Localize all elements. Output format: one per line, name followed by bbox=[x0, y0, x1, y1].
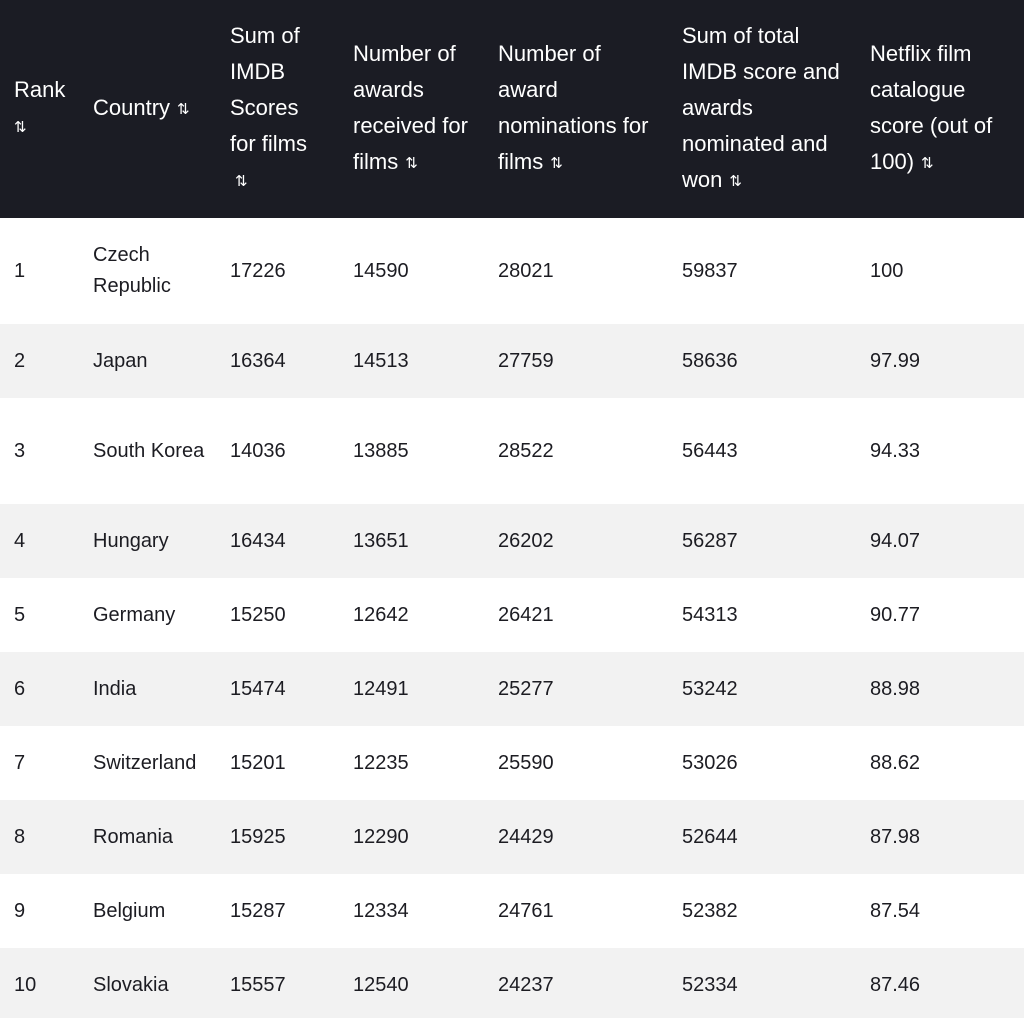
rank-cell: 1 bbox=[14, 259, 26, 282]
awards-cell: 12290 bbox=[353, 825, 409, 848]
nominations-cell: 27759 bbox=[498, 349, 554, 372]
awards-cell: 12334 bbox=[353, 899, 409, 922]
column-header-rank[interactable] bbox=[0, 0, 78, 218]
column-header-award-nominations[interactable] bbox=[482, 0, 666, 218]
column-header-catalogue-score[interactable] bbox=[854, 0, 1024, 218]
column-header-country[interactable] bbox=[78, 0, 215, 218]
column-header-label: Country bbox=[93, 95, 171, 120]
nominations-cell: 24761 bbox=[498, 899, 554, 922]
rank-cell: 5 bbox=[14, 603, 26, 626]
country-cell: South Korea bbox=[93, 439, 205, 462]
table-row bbox=[0, 398, 1024, 504]
table-row bbox=[0, 504, 1024, 578]
table-header bbox=[0, 0, 1024, 218]
nominations-cell: 28021 bbox=[498, 259, 554, 282]
column-header-imdb-scores[interactable] bbox=[215, 0, 338, 218]
imdb-score-cell: 15474 bbox=[230, 677, 286, 700]
table-row bbox=[0, 578, 1024, 652]
total-cell: 52382 bbox=[682, 899, 738, 922]
column-header-label: Rank bbox=[14, 77, 66, 102]
imdb-score-cell: 16434 bbox=[230, 529, 286, 552]
catalogue-score-cell: 88.62 bbox=[870, 751, 921, 774]
rank-cell: 10 bbox=[14, 973, 37, 996]
catalogue-score-cell: 97.99 bbox=[870, 349, 921, 372]
table-row bbox=[0, 324, 1024, 398]
imdb-score-cell: 17226 bbox=[230, 259, 286, 282]
sort-arrows-icon[interactable]: ⇅ bbox=[550, 155, 563, 172]
nominations-cell: 24237 bbox=[498, 973, 554, 996]
total-cell: 52334 bbox=[682, 973, 738, 996]
column-header-label: Number of award nominations for films bbox=[498, 41, 649, 174]
awards-cell: 13651 bbox=[353, 529, 409, 552]
rank-cell: 3 bbox=[14, 439, 26, 462]
rank-cell: 2 bbox=[14, 349, 26, 372]
imdb-score-cell: 15925 bbox=[230, 825, 286, 848]
column-header-label: Number of awards received for films bbox=[353, 41, 468, 174]
catalogue-score-cell: 88.98 bbox=[870, 677, 921, 700]
imdb-score-cell: 14036 bbox=[230, 439, 286, 462]
country-cell: Slovakia bbox=[93, 973, 169, 996]
sort-arrows-icon[interactable]: ⇅ bbox=[921, 155, 934, 172]
nominations-cell: 25590 bbox=[498, 751, 554, 774]
column-header-label: Sum of total IMDB score and awards nominated and won bbox=[682, 23, 840, 192]
imdb-score-cell: 15287 bbox=[230, 899, 286, 922]
catalogue-score-cell: 87.46 bbox=[870, 973, 921, 996]
total-cell: 58636 bbox=[682, 349, 738, 372]
catalogue-score-cell: 90.77 bbox=[870, 603, 921, 626]
country-cell: Romania bbox=[93, 825, 174, 848]
country-cell: Czech Republic bbox=[93, 244, 171, 297]
awards-cell: 12235 bbox=[353, 751, 409, 774]
total-cell: 56287 bbox=[682, 529, 738, 552]
imdb-score-cell: 15201 bbox=[230, 751, 286, 774]
column-header-label: Sum of IMDB Scores for films bbox=[230, 23, 307, 156]
rank-cell: 6 bbox=[14, 677, 26, 700]
table-row bbox=[0, 652, 1024, 726]
header-row bbox=[0, 0, 1024, 218]
table-row bbox=[0, 726, 1024, 800]
total-cell: 53242 bbox=[682, 677, 738, 700]
awards-cell: 14590 bbox=[353, 259, 409, 282]
total-cell: 54313 bbox=[682, 603, 738, 626]
table-row bbox=[0, 948, 1024, 1018]
table-body bbox=[0, 218, 1024, 1018]
nominations-cell: 24429 bbox=[498, 825, 554, 848]
catalogue-score-cell: 94.33 bbox=[870, 439, 921, 462]
imdb-score-cell: 15250 bbox=[230, 603, 286, 626]
total-cell: 53026 bbox=[682, 751, 738, 774]
catalogue-score-cell: 87.98 bbox=[870, 825, 921, 848]
rank-cell: 7 bbox=[14, 751, 26, 774]
table-row bbox=[0, 218, 1024, 324]
imdb-score-cell: 16364 bbox=[230, 349, 286, 372]
rank-cell: 8 bbox=[14, 825, 26, 848]
total-cell: 56443 bbox=[682, 439, 738, 462]
awards-cell: 13885 bbox=[353, 439, 409, 462]
sort-arrows-icon[interactable]: ⇅ bbox=[177, 101, 190, 118]
country-cell: Belgium bbox=[93, 899, 166, 922]
total-cell: 52644 bbox=[682, 825, 738, 848]
nominations-cell: 28522 bbox=[498, 439, 554, 462]
sort-arrows-icon[interactable]: ⇅ bbox=[14, 119, 27, 136]
awards-cell: 12491 bbox=[353, 677, 409, 700]
sort-arrows-icon[interactable]: ⇅ bbox=[235, 173, 248, 190]
nominations-cell: 26202 bbox=[498, 529, 554, 552]
country-cell: Germany bbox=[93, 603, 176, 626]
country-cell: Switzerland bbox=[93, 751, 197, 774]
sort-arrows-icon[interactable]: ⇅ bbox=[729, 173, 742, 190]
nominations-cell: 25277 bbox=[498, 677, 554, 700]
column-header-label: Netflix film catalogue score (out of 100) bbox=[870, 41, 993, 174]
column-header-awards-received[interactable] bbox=[338, 0, 482, 218]
catalogue-score-cell: 87.54 bbox=[870, 899, 921, 922]
sort-arrows-icon[interactable]: ⇅ bbox=[405, 155, 418, 172]
table-row bbox=[0, 874, 1024, 948]
rank-cell: 9 bbox=[14, 899, 26, 922]
country-cell: Japan bbox=[93, 349, 148, 372]
catalogue-score-cell: 94.07 bbox=[870, 529, 921, 552]
table-row bbox=[0, 800, 1024, 874]
awards-cell: 12642 bbox=[353, 603, 409, 626]
column-header-total-score[interactable] bbox=[666, 0, 854, 218]
awards-cell: 12540 bbox=[353, 973, 409, 996]
rank-cell: 4 bbox=[14, 529, 26, 552]
nominations-cell: 26421 bbox=[498, 603, 554, 626]
imdb-score-cell: 15557 bbox=[230, 973, 286, 996]
total-cell: 59837 bbox=[682, 259, 738, 282]
country-cell: India bbox=[93, 677, 137, 700]
catalogue-score-cell: 100 bbox=[870, 259, 904, 282]
country-cell: Hungary bbox=[93, 529, 169, 552]
awards-cell: 14513 bbox=[353, 349, 409, 372]
